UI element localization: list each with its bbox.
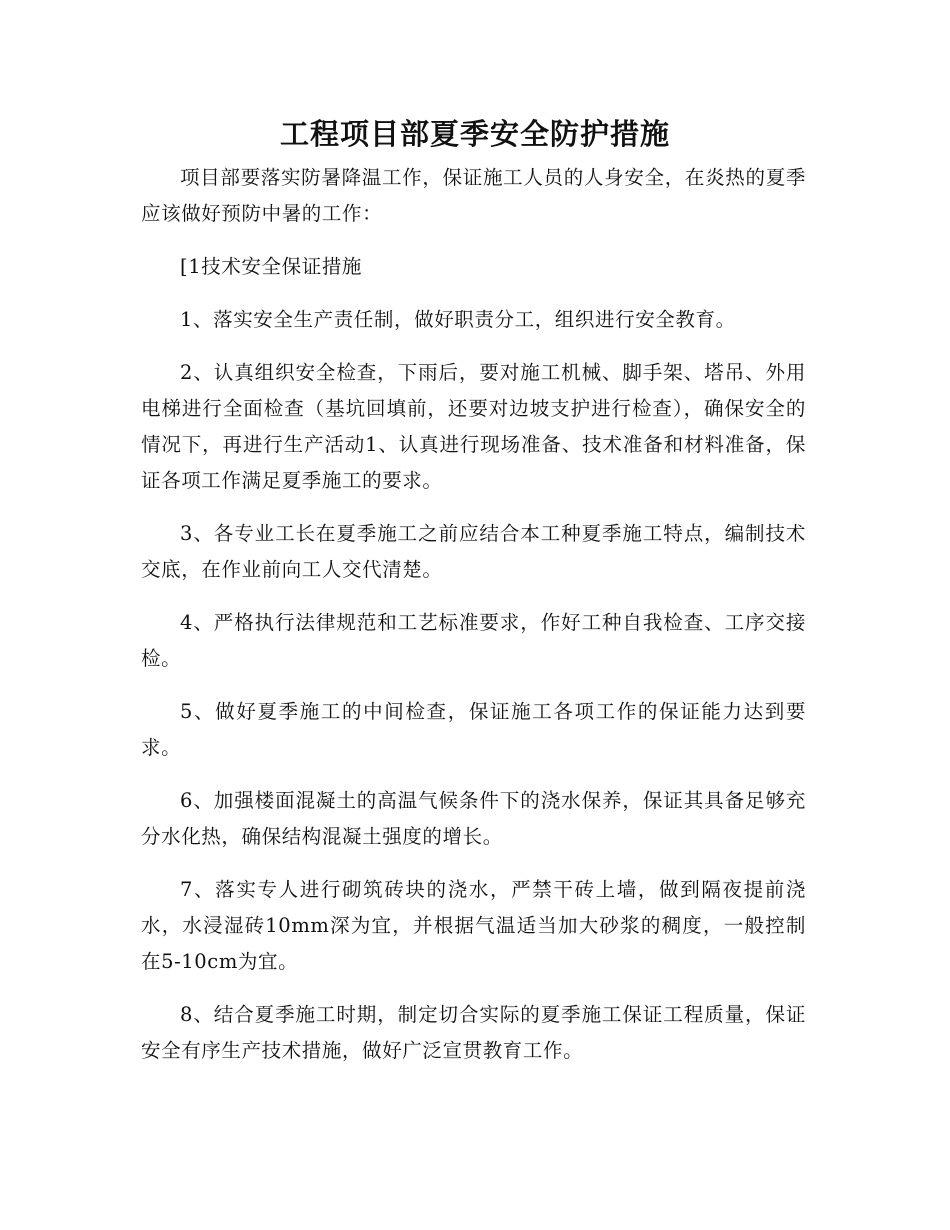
document-body	[141, 160, 806, 1086]
measure-paragraph-6: 6、加强楼面混凝土的高温气候条件下的浇水保养，保证其具备足够充分水化热，确保结构混凝土强度的增长。	[141, 789, 806, 848]
measure-paragraph-4: 4、严格执行法律规范和工艺标准要求，作好工种自我检查、工序交接检。	[141, 611, 806, 670]
section-heading: [1技术安全保证措施	[180, 255, 363, 278]
document-title: 工程项目部夏季安全防护措施	[279, 117, 670, 151]
measure-paragraph-8: 8、结合夏季施工时期，制定切合实际的夏季施工保证工程质量，保证安全有序生产技术措施，做好广泛宣贯教育工作。	[141, 1003, 806, 1062]
measure-paragraph-2: 2、认真组织安全检查，下雨后，要对施工机械、脚手架、塔吊、外用电梯进行全面检查（基坑回填前，还要对边坡支护进行检查），确保安全的情况下，再进行生产活动1、认真进行现场准备、技术准备和材料准备，保证各项工作满足夏季施工的要求。	[141, 361, 806, 492]
measure-paragraph-5: 5、做好夏季施工的中间检查，保证施工各项工作的保证能力达到要求。	[141, 700, 806, 759]
intro-paragraph: 项目部要落实防暑降温工作，保证施工人员的人身安全，在炎热的夏季应该做好预防中暑的工作：	[141, 166, 806, 225]
measure-paragraph-7: 7、落实专人进行砌筑砖块的浇水，严禁干砖上墙，做到隔夜提前浇水，水浸湿砖10mm深为宜，并根据气温适当加大砂浆的稠度，一般控制在5-10cm为宜。	[141, 878, 806, 973]
measure-paragraph-1: 1、落实安全生产责任制，做好职责分工，组织进行安全教育。	[180, 308, 736, 331]
measure-paragraph-3: 3、各专业工长在夏季施工之前应结合本工种夏季施工特点，编制技术交底，在作业前向工人交代清楚。	[141, 522, 806, 581]
